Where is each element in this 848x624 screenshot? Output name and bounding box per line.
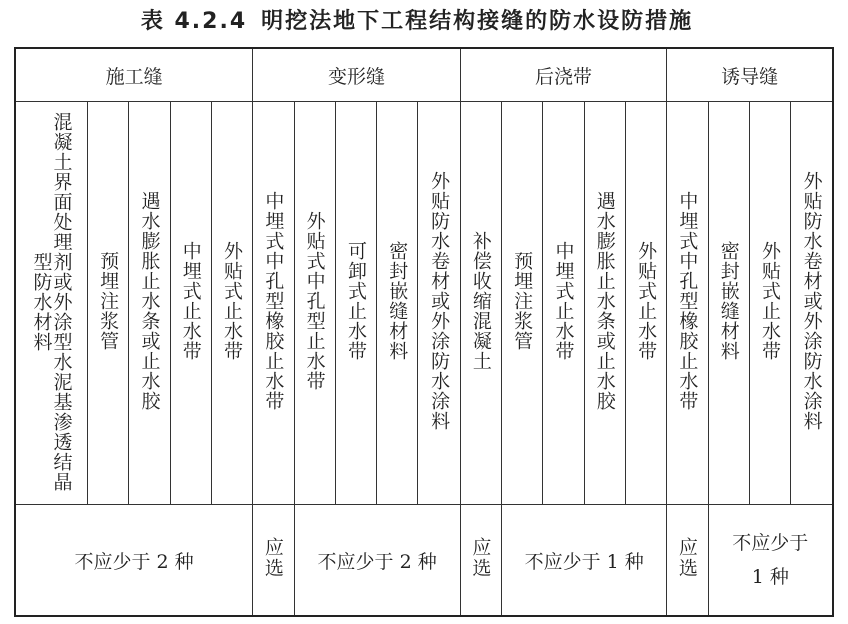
measure-text: 中埋式中孔型橡胶止水带 (262, 190, 285, 411)
measure-cell (708, 102, 749, 505)
measure-text: 中埋式止水带 (179, 240, 202, 361)
group-header-construction: 施工缝 (15, 48, 253, 102)
requirement-deformation-required (253, 505, 294, 617)
measure-cell (584, 102, 625, 505)
group-header-induced: 诱导缝 (667, 48, 833, 102)
waterproofing-table (14, 47, 834, 617)
measure-text: 外贴防水卷材或外涂防水涂料 (800, 170, 823, 431)
group-header-postcast: 后浇带 (460, 48, 667, 102)
measure-text: 遇水膨胀止水条或止水胶 (138, 190, 161, 411)
table-caption: 明挖法地下工程结构接缝的防水设防措施 (261, 9, 694, 34)
measure-cell (502, 102, 543, 505)
requirement-row (15, 505, 833, 617)
measure-cell (543, 102, 584, 505)
measure-text: 中埋式中孔型橡胶止水带 (676, 190, 699, 411)
measure-text: 外贴式止水带 (221, 240, 244, 361)
measure-cell (88, 102, 129, 505)
table-number: 表 4.2.4 (140, 9, 248, 34)
measure-text: 可卸式止水带 (344, 240, 367, 361)
measure-cell (294, 102, 335, 505)
measure-text: 密封嵌缝材料 (717, 240, 740, 361)
measure-text: 混凝土界面处理剂或外涂型水泥基渗透结晶型防水材料 (30, 112, 73, 492)
measure-text: 补偿收缩混凝土 (469, 230, 492, 371)
requirement-induced-line2: 1 种 (751, 566, 789, 588)
measure-text: 预埋注浆管 (511, 250, 534, 351)
measure-cell (170, 102, 211, 505)
required-text: 应选 (469, 536, 492, 579)
table-title (0, 4, 848, 35)
measure-cell (625, 102, 666, 505)
measure-text: 外贴式止水带 (635, 240, 658, 361)
required-text: 应选 (261, 536, 284, 579)
group-header-deformation: 变形缝 (253, 48, 461, 102)
measure-cell (749, 102, 790, 505)
measure-text: 预埋注浆管 (97, 250, 120, 351)
measure-cell (335, 102, 376, 505)
requirement-postcast-required (460, 505, 501, 617)
measure-cell (377, 102, 418, 505)
requirement-construction: 不应少于 2 种 (15, 505, 253, 617)
measure-cell (667, 102, 708, 505)
measures-row (15, 102, 833, 505)
measure-cell (253, 102, 294, 505)
measure-cell (15, 102, 88, 505)
measure-text: 中埋式止水带 (552, 240, 575, 361)
measure-cell (211, 102, 252, 505)
measure-text: 外贴式止水带 (759, 240, 781, 361)
group-header-row (15, 48, 833, 102)
measure-text: 遇水膨胀止水条或止水胶 (593, 190, 616, 411)
measure-cell (129, 102, 170, 505)
measure-text: 密封嵌缝材料 (386, 240, 409, 361)
measure-cell (791, 102, 833, 505)
measure-text: 外贴式中孔型止水带 (303, 210, 326, 391)
measure-cell (418, 102, 460, 505)
requirement-postcast: 不应少于 1 种 (502, 505, 667, 617)
requirement-induced-required (667, 505, 708, 617)
requirement-induced-line1: 不应少于 (732, 532, 809, 554)
required-text: 应选 (675, 536, 698, 579)
measure-cell (460, 102, 501, 505)
measure-text: 外贴防水卷材或外涂防水涂料 (428, 170, 451, 431)
requirement-induced (708, 505, 833, 617)
requirement-deformation: 不应少于 2 种 (294, 505, 460, 617)
